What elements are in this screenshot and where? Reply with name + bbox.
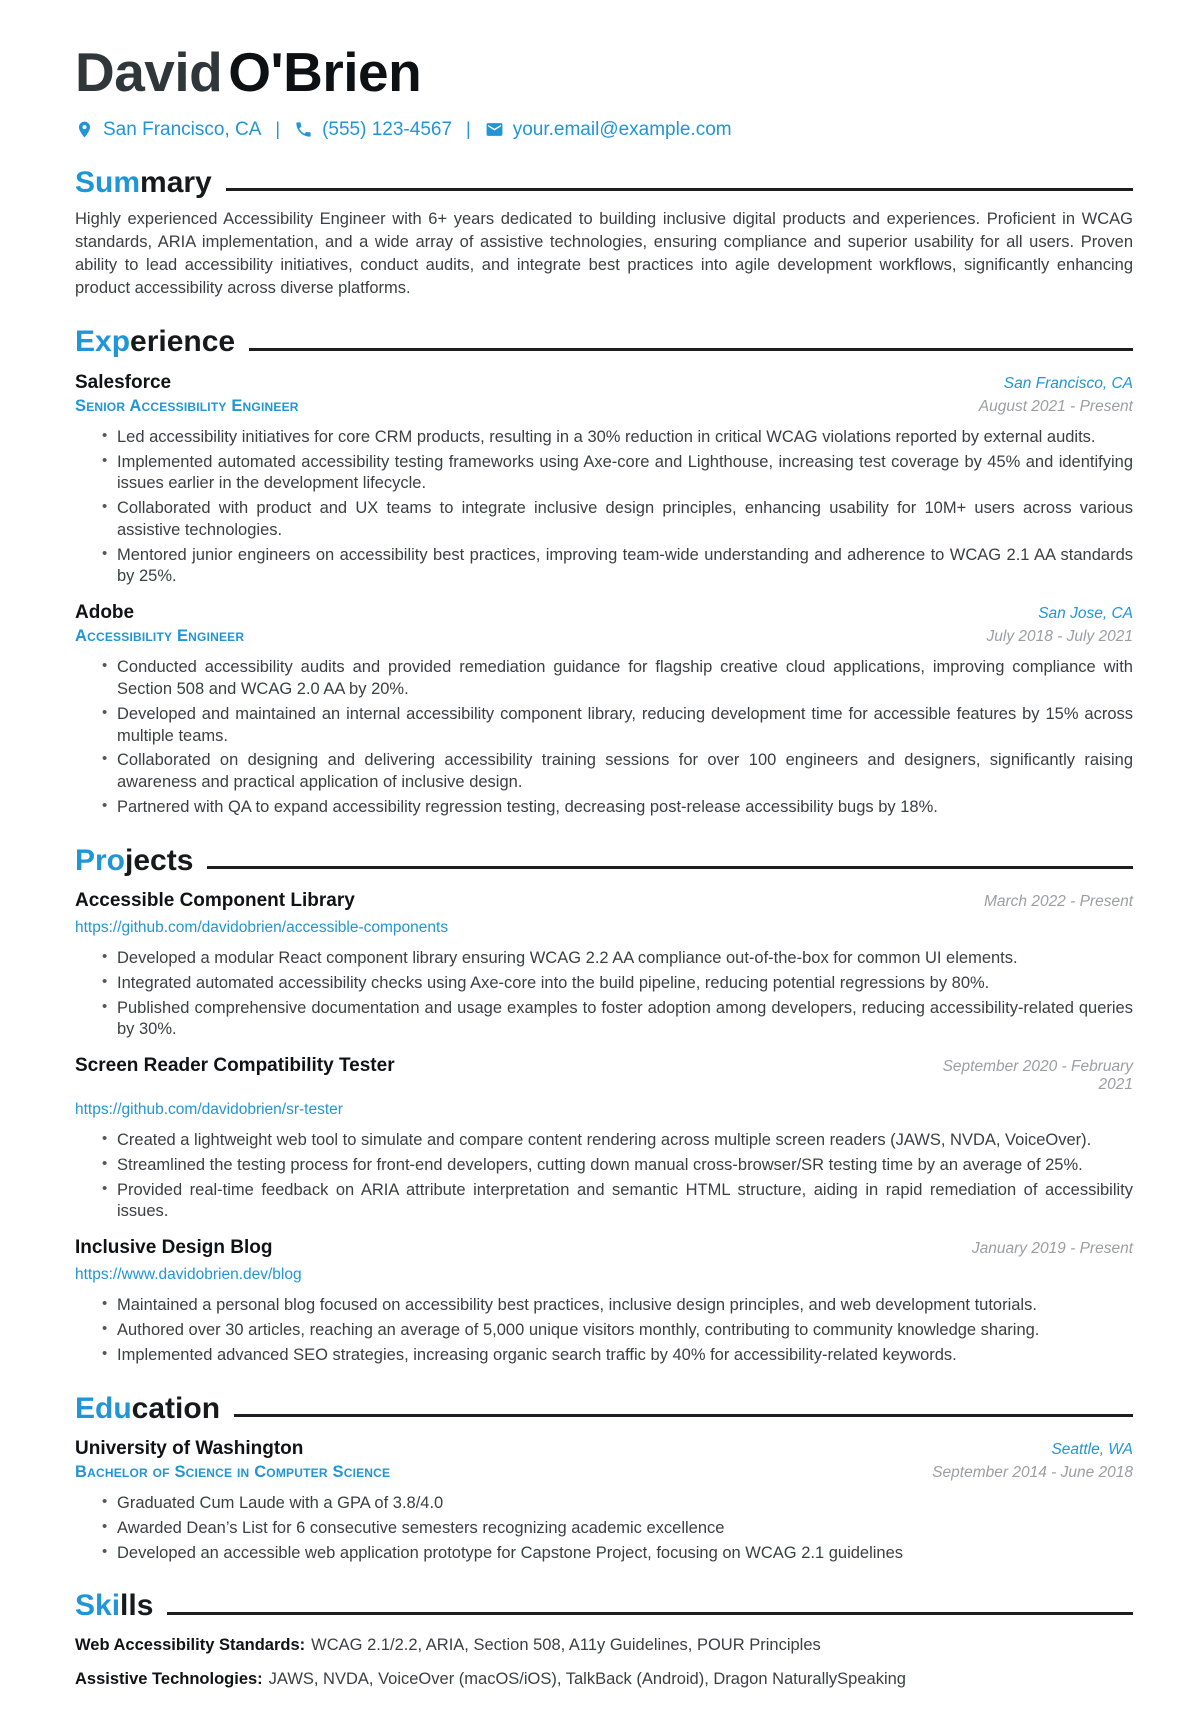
entry-subtitle-row <box>75 1460 1133 1482</box>
person-name <box>75 42 1133 103</box>
skill-group-label: Assistive Technologies: <box>75 1670 263 1689</box>
company-name: Adobe <box>75 602 135 624</box>
section-heading-projects <box>75 845 1133 877</box>
phone-icon <box>294 120 313 139</box>
project-name: Screen Reader Compatibility Tester <box>75 1055 395 1077</box>
summary-heading-accent: Sum <box>75 165 141 199</box>
skill-group-label: Web Accessibility Standards: <box>75 1635 306 1654</box>
summary-text: Highly experienced Accessibility Engineer with 6+ years dedicated to building inclusive digital products and experiences. Proficient in WCAG standards, ARIA implementation, and a wide array of assistive technologies, ensuring compliance and superior usability for all users. Proven ability to lead accessibility initiatives, conduct audits, and integrate best practices into agile development workflows, significantly enhancing product accessibility across diverse platforms. <box>75 210 1133 298</box>
email-text: your.email@example.com <box>512 118 732 140</box>
contact-divider: | <box>466 119 471 139</box>
projects-heading-accent: Pro <box>75 843 126 877</box>
section-heading-summary <box>75 167 1133 199</box>
education-entry-uw <box>75 1438 1133 1564</box>
job-dates: July 2018 - July 2021 <box>986 628 1133 646</box>
degree-title: Bachelor of Science in Computer Science <box>75 1463 391 1482</box>
skill-group-content: JAWS, NVDA, VoiceOver (macOS/iOS), TalkBack (Android), Dragon NaturallySpeaking <box>268 1670 906 1689</box>
bullet-item: • Conducted accessibility audits and provided remediation guidance for flagship creative cloud applications, improving compliance with Section 508 and WCAG 2.0 AA by 20%. <box>101 657 1133 701</box>
section-underline <box>226 188 1133 191</box>
project-entry-component-library <box>75 890 1133 1041</box>
bullet-item: • Maintained a personal blog focused on accessibility best practices, inclusive design principles, and web development tutorials. <box>101 1295 1133 1317</box>
summary-heading-rest: mary <box>140 165 212 199</box>
entry-title-row <box>75 890 1133 912</box>
bullet-item: • Published comprehensive documentation and usage examples to foster adoption among developers, reducing accessibility-related queries by 30%. <box>101 998 1133 1042</box>
skills-heading-rest: lls <box>120 1589 154 1623</box>
experience-heading-rest: erience <box>130 325 236 359</box>
first-name: David <box>75 41 223 103</box>
bullet-item: • Collaborated with product and UX teams to integrate inclusive design principles, enhancing usability for 10M+ users across various assistive technologies. <box>101 498 1133 542</box>
section-underline <box>234 1414 1133 1417</box>
location-pin-icon <box>75 120 94 139</box>
bullet-item: • Developed and maintained an internal accessibility component library, reducing development time for accessible features by 15% across multiple teams. <box>101 704 1133 748</box>
bullet-item: • Created a lightweight web tool to simulate and compare content rendering across multiple screen readers (JAWS, NVDA, VoiceOver). <box>101 1130 1133 1152</box>
education-dates: September 2014 - June 2018 <box>932 1464 1133 1482</box>
bullet-list <box>75 948 1133 1041</box>
project-dates: September 2020 - February 2021 <box>942 1058 1133 1094</box>
experience-entry-salesforce <box>75 372 1133 588</box>
section-underline <box>167 1612 1133 1615</box>
skill-group-assistive-tech <box>75 1668 1133 1690</box>
bullet-item: • Led accessibility initiatives for core CRM products, resulting in a 30% reduction in critical WCAG violations reported by external audits. <box>101 427 1133 449</box>
bullet-item: • Awarded Dean’s List for 6 consecutive semesters recognizing academic excellence <box>101 1518 1133 1540</box>
project-entry-sr-tester <box>75 1055 1133 1223</box>
entry-subtitle-row <box>75 624 1133 646</box>
entry-title-row <box>75 602 1133 624</box>
phone-text: (555) 123-4567 <box>322 118 453 140</box>
bullet-list <box>75 427 1133 588</box>
bullet-item: • Mentored junior engineers on accessibility best practices, improving team-wide understanding and adherence to WCAG 2.1 AA standards by 25%. <box>101 545 1133 589</box>
bullet-list <box>75 1295 1133 1366</box>
bullet-item: • Provided real-time feedback on ARIA attribute interpretation and semantic HTML structure, aiding in rapid remediation of accessibility issues. <box>101 1180 1133 1224</box>
project-name: Accessible Component Library <box>75 890 355 912</box>
education-heading-accent: Edu <box>75 1391 132 1425</box>
section-heading-education <box>75 1393 1133 1425</box>
bullet-list <box>75 657 1133 818</box>
section-heading-experience <box>75 326 1133 358</box>
resume-header <box>75 42 1133 141</box>
project-link[interactable]: https://github.com/davidobrien/sr-tester <box>75 1101 343 1119</box>
bullet-item: • Implemented advanced SEO strategies, increasing organic search traffic by 40% for accessibility-related keywords. <box>101 1345 1133 1367</box>
location-text: San Francisco, CA <box>103 118 262 140</box>
email-envelope-icon <box>485 120 504 139</box>
project-dates: March 2022 - Present <box>983 893 1133 911</box>
section-underline <box>249 348 1133 351</box>
contact-location <box>75 119 261 141</box>
bullet-list <box>75 1493 1133 1564</box>
contact-row <box>75 119 1133 141</box>
entry-subtitle-row <box>75 394 1133 416</box>
entry-title-row <box>75 1055 1133 1094</box>
job-dates: August 2021 - Present <box>978 397 1133 415</box>
experience-entry-adobe <box>75 602 1133 818</box>
projects-heading-rest: jects <box>125 843 194 877</box>
company-name: Salesforce <box>75 371 172 393</box>
contact-email[interactable] <box>485 119 732 141</box>
project-entry-design-blog <box>75 1237 1133 1366</box>
contact-divider: | <box>275 119 281 139</box>
contact-phone <box>294 119 452 141</box>
bullet-item: • Authored over 30 articles, reaching an average of 5,000 unique visitors monthly, contributing to community knowledge sharing. <box>101 1320 1133 1342</box>
section-underline <box>207 866 1133 869</box>
skill-group-standards <box>75 1634 1133 1656</box>
experience-heading-accent: Exp <box>75 325 131 359</box>
bullet-item: • Partnered with QA to expand accessibility regression testing, decreasing post-release accessibility bugs by 18%. <box>101 797 1133 819</box>
bullet-item: • Streamlined the testing process for front-end developers, cutting down manual cross-browser/SR testing time by an average of 25%. <box>101 1155 1133 1177</box>
bullet-item: • Implemented automated accessibility testing frameworks using Axe-core and Lighthouse, increasing test coverage by 45% and identifying issues earlier in the development lifecycle. <box>101 452 1133 496</box>
job-title: Accessibility Engineer <box>75 627 245 646</box>
job-title: Senior Accessibility Engineer <box>75 396 299 415</box>
bullet-item: • Collaborated on designing and delivering accessibility training sessions for over 100 engineers and designers, significantly raising awareness and practical application of inclusive design. <box>101 750 1133 794</box>
section-heading-skills <box>75 1590 1133 1622</box>
entry-title-row <box>75 1438 1133 1460</box>
skill-group-content: WCAG 2.1/2.2, ARIA, Section 508, A11y Guidelines, POUR Principles <box>311 1635 821 1654</box>
entry-title-row <box>75 372 1133 394</box>
school-name: University of Washington <box>75 1438 304 1460</box>
company-location: San Jose, CA <box>1038 605 1133 623</box>
bullet-item: • Developed a modular React component library ensuring WCAG 2.2 AA compliance out-of-the-box for common UI elements. <box>101 948 1133 970</box>
bullet-item: • Graduated Cum Laude with a GPA of 3.8/4.0 <box>101 1493 1133 1515</box>
skills-heading-accent: Ski <box>75 1589 121 1623</box>
last-name: O'Brien <box>228 41 422 103</box>
bullet-list <box>75 1130 1133 1223</box>
project-link[interactable]: https://github.com/davidobrien/accessible-components <box>75 919 449 937</box>
company-location: San Francisco, CA <box>1003 374 1133 392</box>
project-dates: January 2019 - Present <box>971 1240 1133 1258</box>
bullet-item: • Developed an accessible web application prototype for Capstone Project, focusing on WCAG 2.1 guidelines <box>101 1543 1133 1565</box>
education-heading-rest: cation <box>131 1391 221 1425</box>
entry-title-row <box>75 1237 1133 1259</box>
project-link[interactable]: https://www.davidobrien.dev/blog <box>75 1266 302 1284</box>
bullet-item: • Integrated automated accessibility checks using Axe-core into the build pipeline, reducing potential regressions by 80%. <box>101 973 1133 995</box>
school-location: Seattle, WA <box>1051 1441 1133 1459</box>
project-name: Inclusive Design Blog <box>75 1237 273 1259</box>
